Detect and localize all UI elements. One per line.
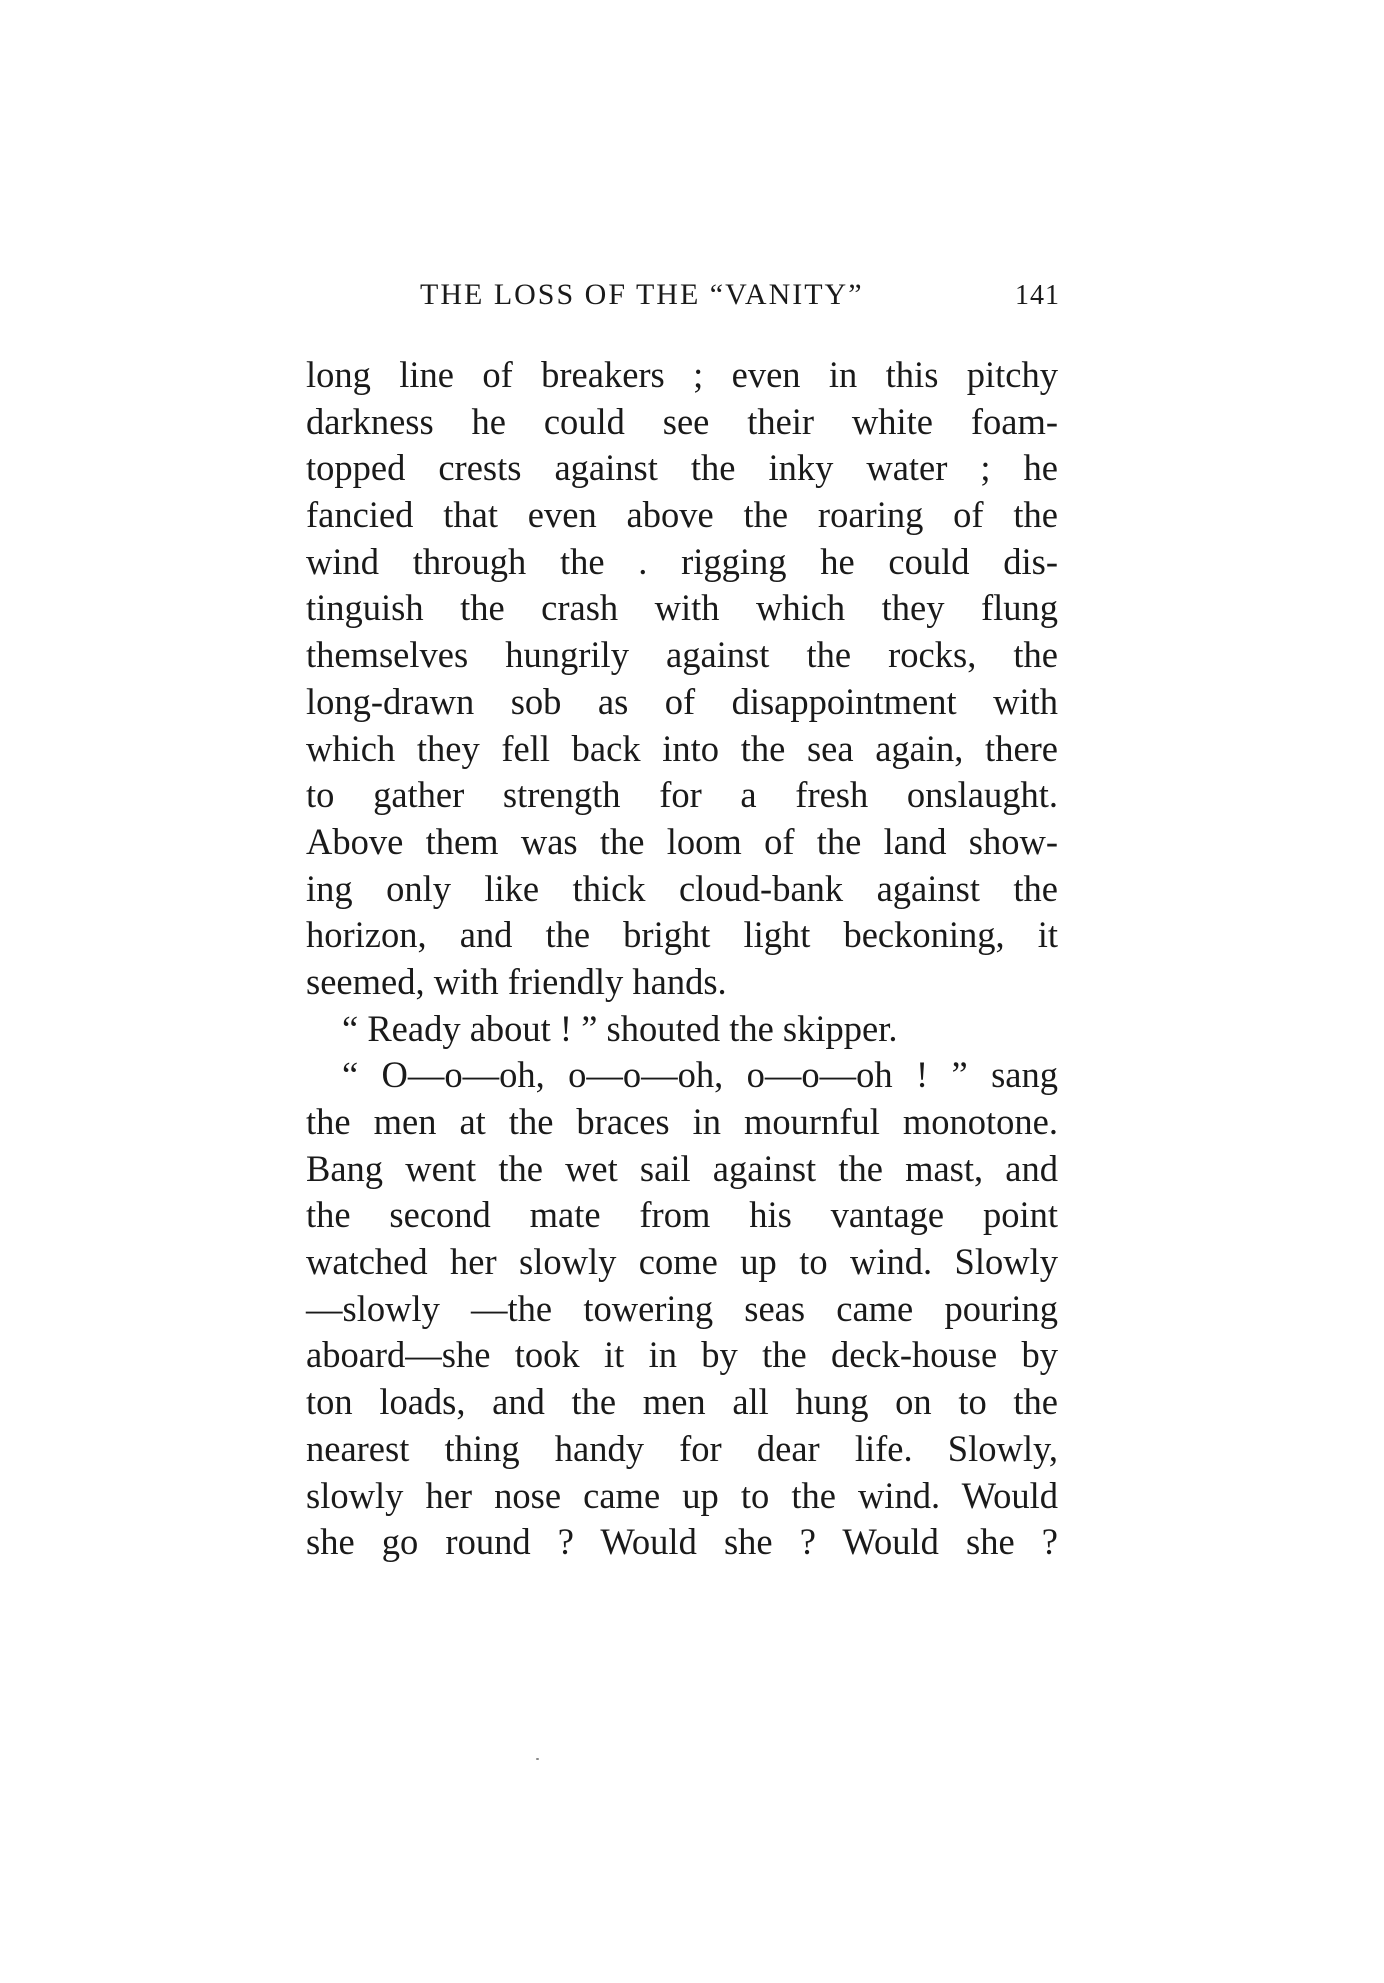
text-line: Bang went the wet sail against the mast, and: [306, 1147, 1058, 1189]
text-line: “ Ready about ! ” shouted the skipper.: [342, 1007, 898, 1049]
text-line: topped crests against the inky water ; he: [306, 447, 1058, 489]
text-line: the second mate from his vantage point: [306, 1194, 1058, 1236]
text-line: which they fell back into the sea again, there: [306, 727, 1058, 769]
text-line: long line of breakers ; even in this pitchy: [306, 354, 1058, 395]
text-line: watched her slowly come up to wind. Slowly: [306, 1241, 1058, 1283]
text-line: the men at the braces in mournful monotone.: [306, 1101, 1058, 1142]
text-line: —slowly —the towering seas came pouring: [306, 1287, 1058, 1329]
text-line: tinguish the crash with which they flung: [306, 587, 1058, 629]
scan-speck: [536, 1758, 539, 1760]
text-line: ing only like thick cloud-bank against the: [306, 867, 1058, 909]
running-head: [420, 278, 1060, 318]
text-line: “ O—o—oh, o—o—oh, o—o—oh ! ” sang: [342, 1054, 1058, 1096]
text-line: themselves hungrily against the rocks, the: [306, 634, 1058, 676]
text-line: wind through the . rigging he could dis-: [306, 540, 1058, 582]
text-line: fancied that even above the roaring of the: [306, 494, 1058, 536]
body-text: [306, 352, 1058, 1566]
text-line: to gather strength for a fresh onslaught.: [306, 774, 1058, 816]
text-line: horizon, and the bright light beckoning, it: [306, 914, 1058, 956]
text-line: nearest thing handy for dear life. Slowly,: [306, 1427, 1058, 1469]
text-line: long-drawn sob as of disappointment with: [306, 680, 1058, 722]
page-number: 141: [1015, 280, 1060, 311]
running-title: THE LOSS OF THE “VANITY”: [420, 278, 864, 311]
text-line: darkness he could see their white foam-: [306, 400, 1058, 442]
text-line: seemed, with friendly hands.: [306, 960, 727, 1002]
text-line: she go round ? Would she ? Would she ?: [306, 1521, 1058, 1563]
text-line: aboard—she took it in by the deck-house by: [306, 1334, 1058, 1376]
text-line: Above them was the loom of the land show-: [306, 820, 1058, 862]
text-line: slowly her nose came up to the wind. Would: [306, 1474, 1058, 1516]
text-line: ton loads, and the men all hung on to the: [306, 1381, 1058, 1423]
